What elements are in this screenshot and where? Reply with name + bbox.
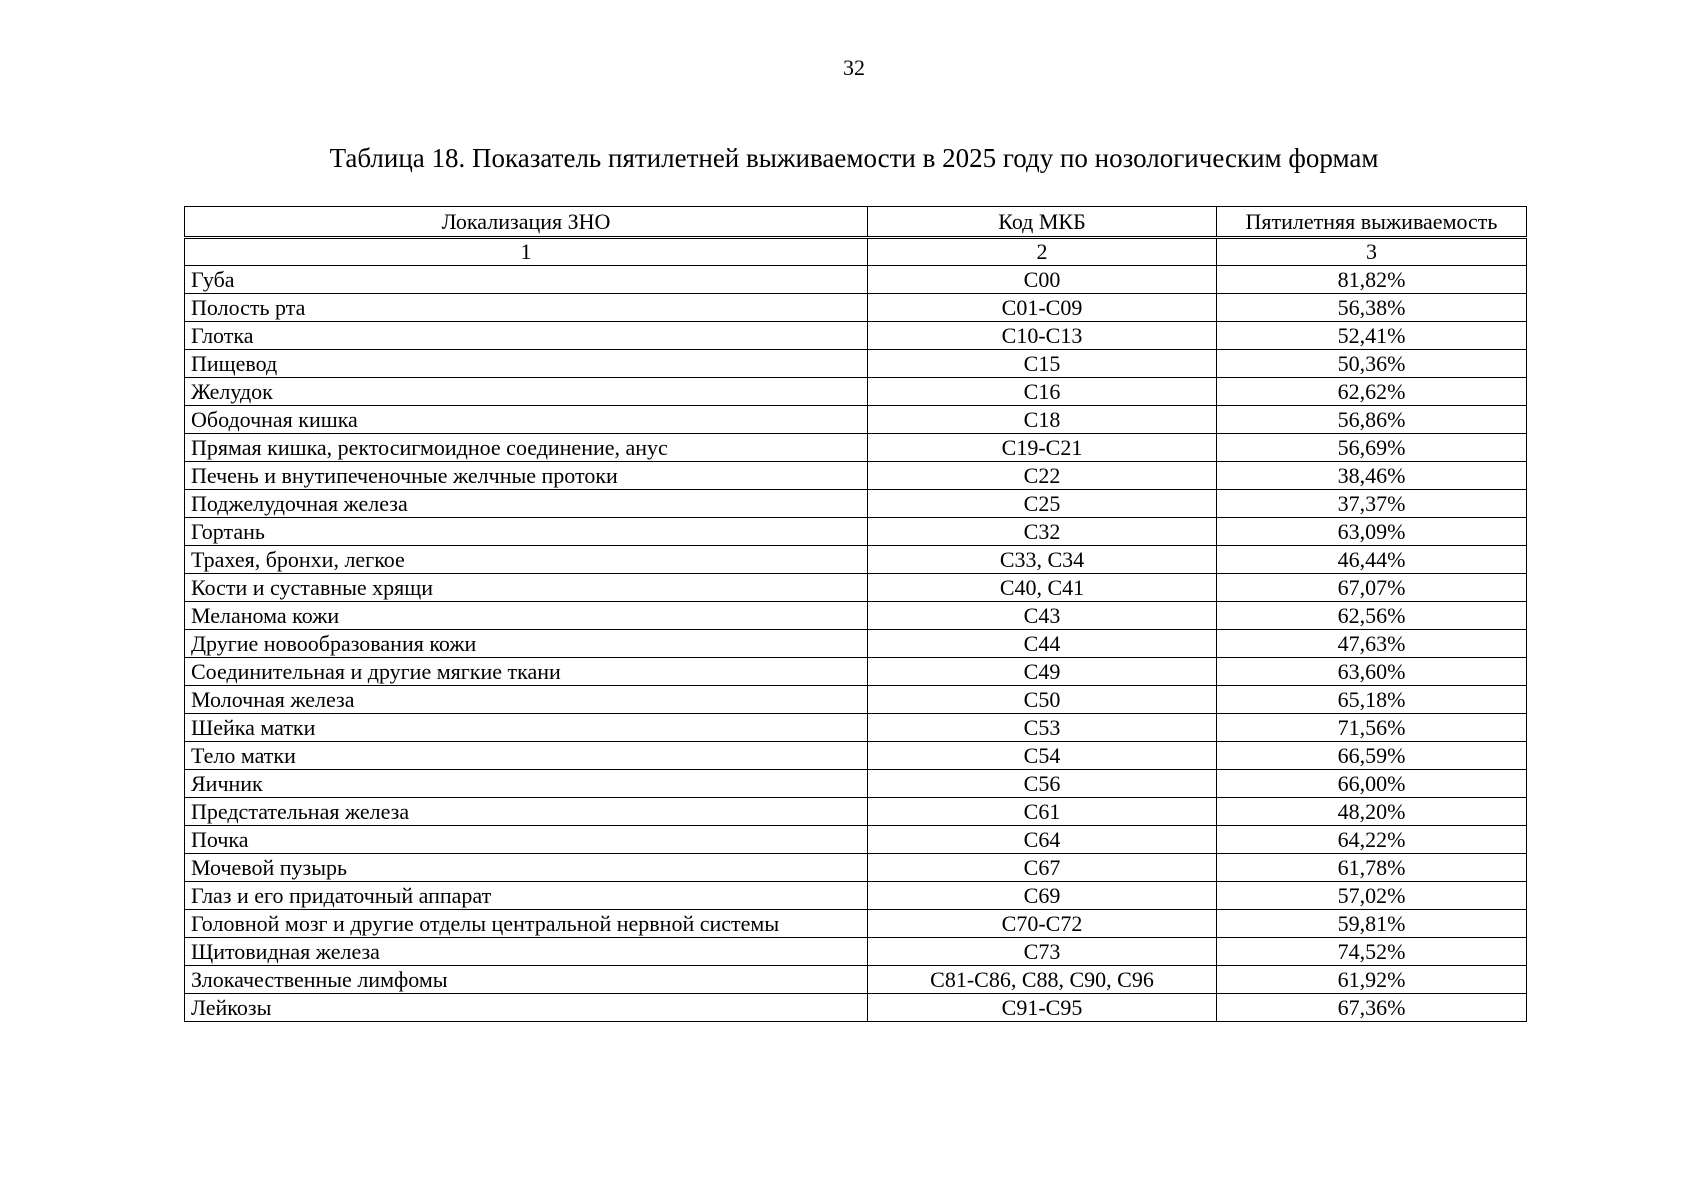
icd-code-cell: С69 bbox=[868, 882, 1217, 910]
localization-cell: Щитовидная железа bbox=[185, 938, 868, 966]
table-row bbox=[185, 350, 1527, 378]
table-body bbox=[185, 266, 1527, 1022]
localization-cell: Соединительная и другие мягкие ткани bbox=[185, 658, 868, 686]
column-number-row bbox=[185, 238, 1527, 266]
survival-value-cell: 48,20% bbox=[1217, 798, 1527, 826]
localization-cell: Злокачественные лимфомы bbox=[185, 966, 868, 994]
survival-value-cell: 63,09% bbox=[1217, 518, 1527, 546]
column-number: 3 bbox=[1217, 238, 1527, 266]
icd-code-cell: С54 bbox=[868, 742, 1217, 770]
localization-cell: Головной мозг и другие отделы центральной нервной системы bbox=[185, 910, 868, 938]
survival-value-cell: 38,46% bbox=[1217, 462, 1527, 490]
table-row bbox=[185, 378, 1527, 406]
table-row bbox=[185, 686, 1527, 714]
icd-code-cell: С15 bbox=[868, 350, 1217, 378]
survival-value-cell: 67,07% bbox=[1217, 574, 1527, 602]
survival-value-cell: 67,36% bbox=[1217, 994, 1527, 1022]
table-row bbox=[185, 910, 1527, 938]
icd-code-cell: С16 bbox=[868, 378, 1217, 406]
icd-code-cell: С43 bbox=[868, 602, 1217, 630]
survival-value-cell: 57,02% bbox=[1217, 882, 1527, 910]
survival-value-cell: 62,62% bbox=[1217, 378, 1527, 406]
icd-code-cell: С49 bbox=[868, 658, 1217, 686]
survival-value-cell: 56,86% bbox=[1217, 406, 1527, 434]
survival-value-cell: 63,60% bbox=[1217, 658, 1527, 686]
table-title: Таблица 18. Показатель пятилетней выживаемости в 2025 году по нозологическим формам bbox=[329, 143, 1379, 173]
icd-code-cell: С19-С21 bbox=[868, 434, 1217, 462]
survival-value-cell: 46,44% bbox=[1217, 546, 1527, 574]
table-row bbox=[185, 854, 1527, 882]
table-row bbox=[185, 462, 1527, 490]
table-row bbox=[185, 658, 1527, 686]
localization-cell: Полость рта bbox=[185, 294, 868, 322]
survival-value-cell: 50,36% bbox=[1217, 350, 1527, 378]
localization-cell: Предстательная железа bbox=[185, 798, 868, 826]
icd-code-cell: С81-С86, С88, С90, С96 bbox=[868, 966, 1217, 994]
survival-value-cell: 59,81% bbox=[1217, 910, 1527, 938]
survival-value-cell: 81,82% bbox=[1217, 266, 1527, 294]
table-header-row bbox=[185, 207, 1527, 238]
table-row bbox=[185, 518, 1527, 546]
column-number: 2 bbox=[868, 238, 1217, 266]
survival-value-cell: 37,37% bbox=[1217, 490, 1527, 518]
table-row bbox=[185, 266, 1527, 294]
icd-code-cell: С25 bbox=[868, 490, 1217, 518]
table-row bbox=[185, 602, 1527, 630]
page-number: 32 bbox=[843, 55, 865, 80]
icd-code-cell: С73 bbox=[868, 938, 1217, 966]
icd-code-cell: С22 bbox=[868, 462, 1217, 490]
icd-code-cell: С01-С09 bbox=[868, 294, 1217, 322]
localization-cell: Шейка матки bbox=[185, 714, 868, 742]
localization-cell: Губа bbox=[185, 266, 868, 294]
localization-cell: Меланома кожи bbox=[185, 602, 868, 630]
localization-cell: Трахея, бронхи, легкое bbox=[185, 546, 868, 574]
localization-cell: Пищевод bbox=[185, 350, 868, 378]
survival-value-cell: 61,92% bbox=[1217, 966, 1527, 994]
survival-value-cell: 71,56% bbox=[1217, 714, 1527, 742]
survival-table-container bbox=[184, 206, 1526, 1022]
table-row bbox=[185, 882, 1527, 910]
localization-cell: Почка bbox=[185, 826, 868, 854]
table-row bbox=[185, 294, 1527, 322]
localization-cell: Ободочная кишка bbox=[185, 406, 868, 434]
survival-value-cell: 66,59% bbox=[1217, 742, 1527, 770]
icd-code-cell: С32 bbox=[868, 518, 1217, 546]
table-row bbox=[185, 574, 1527, 602]
localization-cell: Кости и суставные хрящи bbox=[185, 574, 868, 602]
table-row bbox=[185, 714, 1527, 742]
localization-cell: Поджелудочная железа bbox=[185, 490, 868, 518]
table-row bbox=[185, 434, 1527, 462]
survival-value-cell: 66,00% bbox=[1217, 770, 1527, 798]
survival-table bbox=[184, 206, 1527, 1022]
table-row bbox=[185, 546, 1527, 574]
table-row bbox=[185, 994, 1527, 1022]
icd-code-cell: С50 bbox=[868, 686, 1217, 714]
localization-cell: Печень и внутипеченочные желчные протоки bbox=[185, 462, 868, 490]
icd-code-cell: С18 bbox=[868, 406, 1217, 434]
localization-cell: Молочная железа bbox=[185, 686, 868, 714]
icd-code-cell: С91-С95 bbox=[868, 994, 1217, 1022]
icd-code-cell: С33, С34 bbox=[868, 546, 1217, 574]
survival-value-cell: 64,22% bbox=[1217, 826, 1527, 854]
localization-cell: Желудок bbox=[185, 378, 868, 406]
table-row bbox=[185, 938, 1527, 966]
survival-value-cell: 62,56% bbox=[1217, 602, 1527, 630]
icd-code-cell: С10-С13 bbox=[868, 322, 1217, 350]
survival-value-cell: 56,69% bbox=[1217, 434, 1527, 462]
table-row bbox=[185, 322, 1527, 350]
localization-cell: Тело матки bbox=[185, 742, 868, 770]
icd-code-cell: С56 bbox=[868, 770, 1217, 798]
table-row bbox=[185, 966, 1527, 994]
localization-cell: Гортань bbox=[185, 518, 868, 546]
localization-cell: Другие новообразования кожи bbox=[185, 630, 868, 658]
header-survival: Пятилетняя выживаемость bbox=[1217, 207, 1527, 238]
survival-value-cell: 74,52% bbox=[1217, 938, 1527, 966]
localization-cell: Прямая кишка, ректосигмоидное соединение, анус bbox=[185, 434, 868, 462]
icd-code-cell: С00 bbox=[868, 266, 1217, 294]
table-row bbox=[185, 798, 1527, 826]
icd-code-cell: С61 bbox=[868, 798, 1217, 826]
localization-cell: Яичник bbox=[185, 770, 868, 798]
icd-code-cell: С64 bbox=[868, 826, 1217, 854]
localization-cell: Мочевой пузырь bbox=[185, 854, 868, 882]
header-localization: Локализация ЗНО bbox=[185, 207, 868, 238]
survival-value-cell: 52,41% bbox=[1217, 322, 1527, 350]
table-row bbox=[185, 826, 1527, 854]
survival-value-cell: 47,63% bbox=[1217, 630, 1527, 658]
column-number: 1 bbox=[185, 238, 868, 266]
localization-cell: Глаз и его придаточный аппарат bbox=[185, 882, 868, 910]
header-icd-code: Код МКБ bbox=[868, 207, 1217, 238]
icd-code-cell: С67 bbox=[868, 854, 1217, 882]
icd-code-cell: С44 bbox=[868, 630, 1217, 658]
localization-cell: Лейкозы bbox=[185, 994, 868, 1022]
survival-value-cell: 56,38% bbox=[1217, 294, 1527, 322]
icd-code-cell: С70-С72 bbox=[868, 910, 1217, 938]
localization-cell: Глотка bbox=[185, 322, 868, 350]
survival-value-cell: 61,78% bbox=[1217, 854, 1527, 882]
icd-code-cell: С40, С41 bbox=[868, 574, 1217, 602]
icd-code-cell: С53 bbox=[868, 714, 1217, 742]
table-row bbox=[185, 770, 1527, 798]
table-row bbox=[185, 630, 1527, 658]
table-row bbox=[185, 490, 1527, 518]
table-row bbox=[185, 742, 1527, 770]
table-row bbox=[185, 406, 1527, 434]
survival-value-cell: 65,18% bbox=[1217, 686, 1527, 714]
